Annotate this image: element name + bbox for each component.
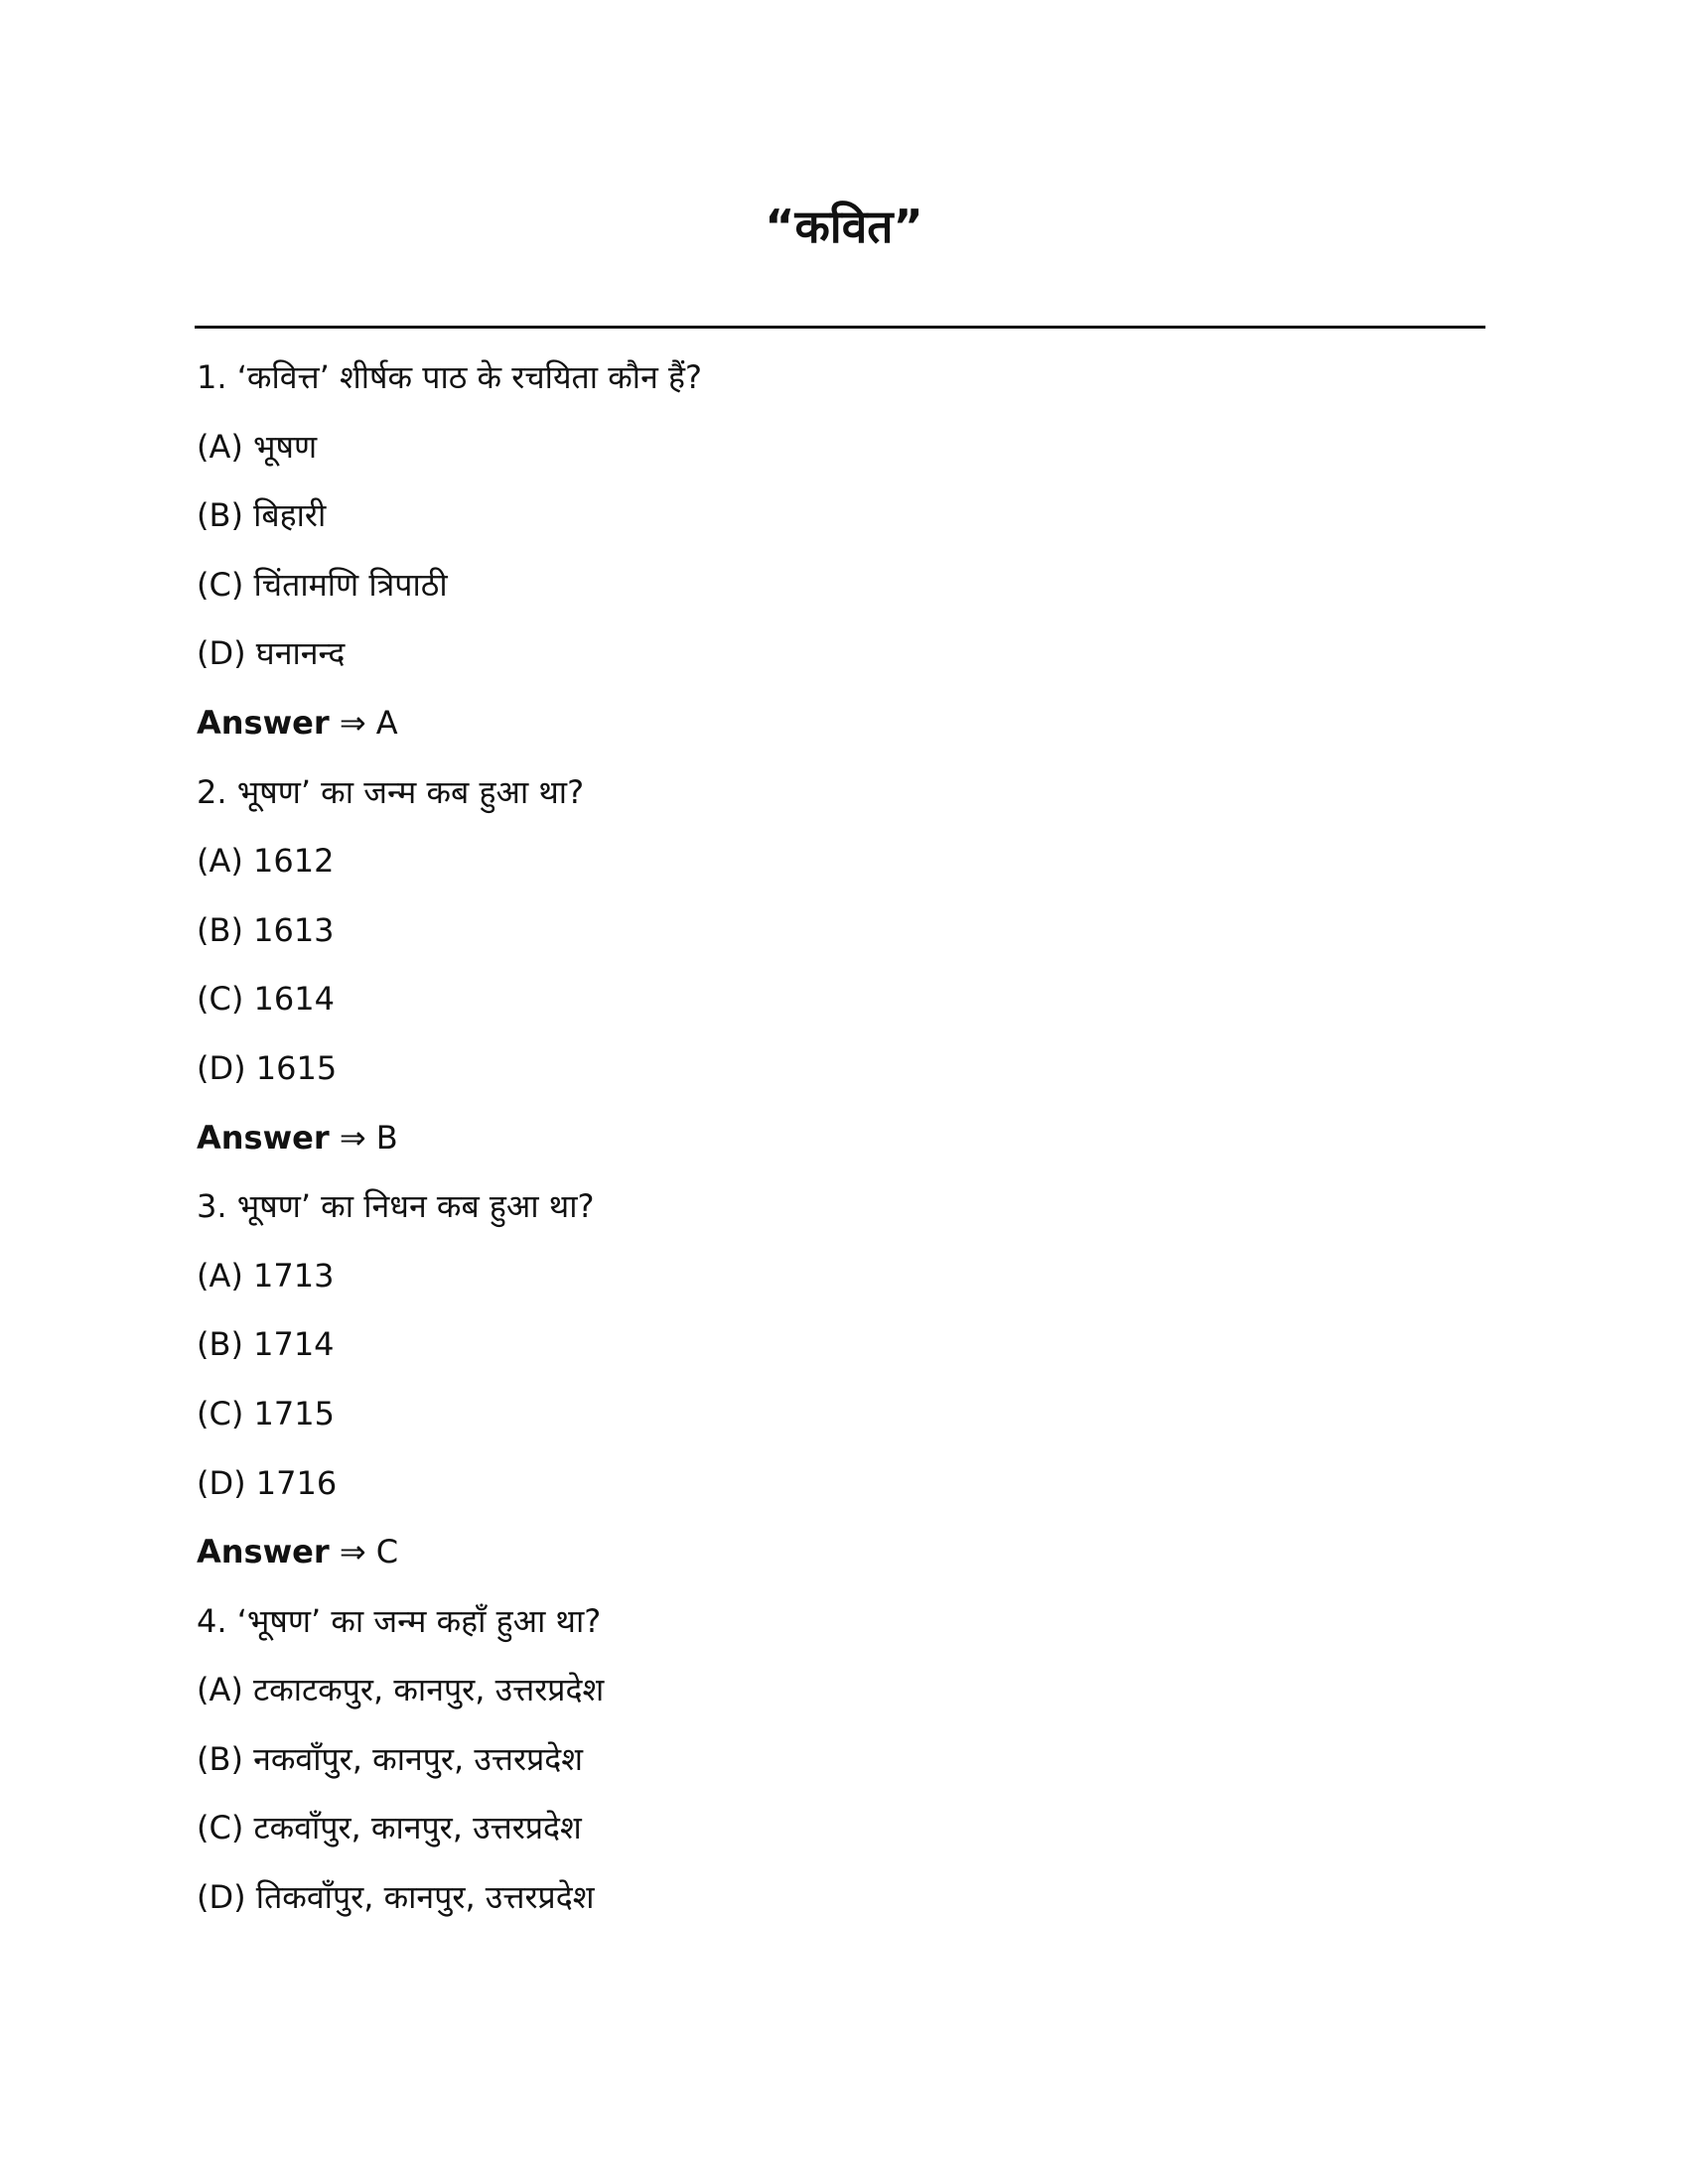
option-a: (A) 1612 bbox=[197, 842, 335, 881]
option-b: (B) बिहारी bbox=[197, 496, 327, 535]
page-title: “कवित” bbox=[765, 200, 923, 253]
question-text: 1. ‘कवित्त’ शीर्षक पाठ के रचयिता कौन हैं? bbox=[197, 358, 702, 396]
question-text: 3. भूषण’ का निधन कब हुआ था? bbox=[197, 1187, 595, 1226]
option-d: (D) 1716 bbox=[197, 1463, 338, 1502]
option-d: (D) घनानन्द bbox=[197, 634, 346, 673]
question-text: 2. भूषण’ का जन्म कब हुआ था? bbox=[197, 772, 585, 811]
option-d: (D) 1615 bbox=[197, 1048, 338, 1087]
answer-value: ⇒ C bbox=[329, 1533, 399, 1571]
option-b: (B) नकवाँपुर, कानपुर, उत्तरप्रदेश bbox=[197, 1739, 584, 1778]
answer-value: ⇒ A bbox=[329, 703, 398, 742]
option-b: (B) 1714 bbox=[197, 1325, 335, 1364]
option-c: (C) 1715 bbox=[197, 1394, 335, 1433]
answer-label: Answer bbox=[197, 1533, 330, 1571]
option-b: (B) 1613 bbox=[197, 910, 335, 949]
question-text: 4. ‘भूषण’ का जन्म कहाँ हुआ था? bbox=[197, 1601, 602, 1640]
option-a: (A) भूषण bbox=[197, 427, 318, 466]
answer-line bbox=[197, 689, 1487, 758]
answer-label: Answer bbox=[197, 1118, 330, 1157]
option-a: (A) टकाटकपुर, कानपुर, उत्तरप्रदेश bbox=[197, 1671, 605, 1709]
answer-value: ⇒ B bbox=[329, 1118, 398, 1157]
option-c: (C) चिंतामणि त्रिपाठी bbox=[197, 565, 448, 604]
option-c: (C) टकवाँपुर, कानपुर, उत्तरप्रदेश bbox=[197, 1809, 582, 1847]
option-d: (D) तिकवाँपुर, कानपुर, उत्तरप्रदेश bbox=[197, 1878, 595, 1917]
option-c: (C) 1614 bbox=[197, 980, 335, 1019]
answer-line bbox=[197, 1104, 1487, 1173]
answer-label: Answer bbox=[197, 703, 330, 742]
answer-line bbox=[197, 1518, 1487, 1587]
option-a: (A) 1713 bbox=[197, 1256, 335, 1295]
title-divider bbox=[195, 326, 1485, 329]
question-list bbox=[197, 343, 1487, 1933]
